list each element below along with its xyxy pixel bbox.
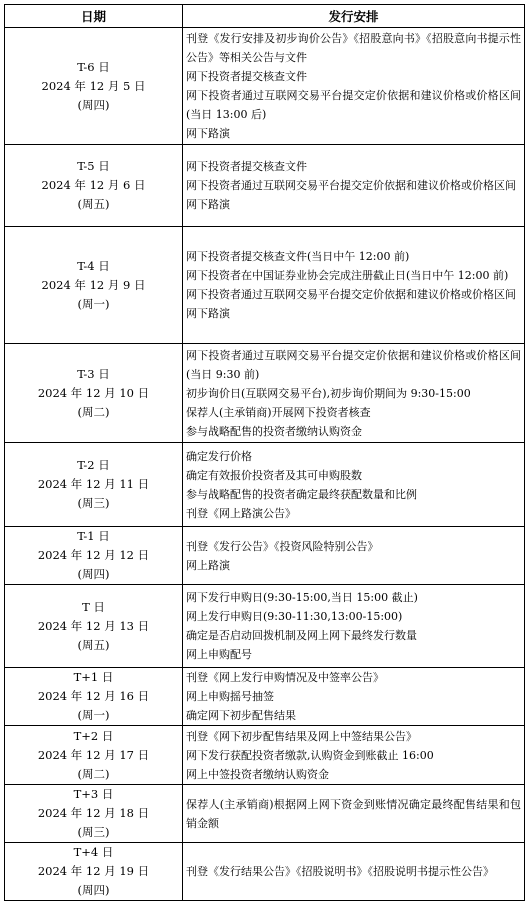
table-row bbox=[5, 726, 525, 785]
schedule-table-body bbox=[5, 28, 525, 901]
table-row bbox=[5, 443, 525, 527]
arrangement-item: 网上申购配号 bbox=[186, 648, 252, 661]
arrangement-item: 确定网下初步配售结果 bbox=[186, 709, 296, 722]
arrangement-cell bbox=[183, 344, 525, 443]
arrangement-item: 网下路演 bbox=[186, 198, 230, 211]
trading-day-label: T+1 日 bbox=[73, 670, 114, 684]
arrangement-cell bbox=[183, 585, 525, 668]
weekday-label: (周三) bbox=[77, 496, 110, 510]
weekday-label: (周三) bbox=[77, 825, 110, 839]
table-row bbox=[5, 527, 525, 585]
arrangement-cell bbox=[183, 28, 525, 145]
arrangement-item: 网下投资者提交核查文件 bbox=[186, 160, 307, 173]
weekday-label: (周一) bbox=[77, 708, 110, 722]
trading-day-label: T-4 日 bbox=[77, 258, 110, 273]
date-cell bbox=[5, 28, 183, 145]
issuance-schedule-table bbox=[4, 4, 525, 901]
table-row bbox=[5, 585, 525, 668]
arrangement-item: 确定是否启动回拨机制及网上网下最终发行数量 bbox=[186, 629, 417, 642]
arrangement-item: 网下投资者在中国证券业协会完成注册截止日(当日中午 12:00 前) bbox=[186, 269, 509, 282]
date-column-header: 日期 bbox=[5, 5, 183, 28]
arrangement-cell bbox=[183, 145, 525, 227]
table-row bbox=[5, 28, 525, 145]
arrangement-cell bbox=[183, 668, 525, 726]
weekday-label: (周五) bbox=[77, 197, 110, 211]
arrangement-item: 刊登《网下初步配售结果及网上中签结果公告》 bbox=[186, 729, 417, 743]
arrangement-item: 保荐人(主承销商)根据网上网下资金到账情况确定最终配售结果和包销金额 bbox=[186, 797, 521, 830]
arrangement-item: 刊登《发行结果公告》《招股说明书》《招股说明书提示性公告》 bbox=[186, 865, 494, 878]
arrangement-item: 刊登《网上发行申购情况及中签率公告》 bbox=[186, 671, 384, 684]
weekday-label: (周一) bbox=[77, 296, 110, 311]
date-cell bbox=[5, 145, 183, 227]
trading-day-label: T-5 日 bbox=[77, 159, 110, 173]
date-cell bbox=[5, 585, 183, 668]
trading-day-label: T-1 日 bbox=[77, 529, 110, 543]
trading-day-label: T+4 日 bbox=[73, 845, 114, 859]
arrangement-cell bbox=[183, 443, 525, 527]
arrangement-column-header: 发行安排 bbox=[183, 5, 525, 28]
arrangement-item: 刊登《网上路演公告》 bbox=[186, 506, 296, 520]
trading-day-label: T-2 日 bbox=[77, 458, 110, 472]
calendar-date: 2024 年 12 月 19 日 bbox=[37, 864, 150, 878]
table-row bbox=[5, 843, 525, 901]
date-cell bbox=[5, 227, 183, 344]
table-row bbox=[5, 145, 525, 227]
table-row bbox=[5, 668, 525, 726]
table-row bbox=[5, 344, 525, 443]
trading-day-label: T+2 日 bbox=[73, 728, 114, 743]
arrangement-item: 网上中签投资者缴纳认购资金 bbox=[186, 767, 329, 781]
arrangement-item: 网下投资者通过互联网交易平台提交定价依据和建议价格或价格区间(当日 9:30 前) bbox=[186, 348, 521, 381]
arrangement-item: 确定发行价格 bbox=[186, 449, 252, 463]
arrangement-item: 刊登《发行公告》《投资风险特别公告》 bbox=[186, 539, 379, 553]
trading-day-label: T 日 bbox=[82, 599, 105, 614]
table-header-row bbox=[5, 5, 525, 28]
date-cell bbox=[5, 726, 183, 785]
weekday-label: (周四) bbox=[77, 883, 110, 897]
arrangement-item: 参与战略配售的投资者缴纳认购资金 bbox=[186, 424, 362, 438]
arrangement-item: 网下发行申购日(9:30-15:00,当日 15:00 截止) bbox=[186, 591, 418, 604]
arrangement-cell bbox=[183, 785, 525, 843]
calendar-date: 2024 年 12 月 12 日 bbox=[37, 548, 150, 562]
calendar-date: 2024 年 12 月 9 日 bbox=[41, 277, 146, 292]
arrangement-item: 网上路演 bbox=[186, 558, 230, 572]
calendar-date: 2024 年 12 月 10 日 bbox=[37, 385, 150, 400]
date-cell bbox=[5, 785, 183, 843]
date-cell bbox=[5, 344, 183, 443]
weekday-label: (周四) bbox=[77, 567, 110, 581]
arrangement-cell bbox=[183, 527, 525, 585]
date-cell bbox=[5, 668, 183, 726]
arrangement-cell bbox=[183, 726, 525, 785]
calendar-date: 2024 年 12 月 13 日 bbox=[37, 618, 150, 633]
trading-day-label: T-3 日 bbox=[77, 366, 110, 381]
schedule-document bbox=[4, 4, 524, 901]
arrangement-cell bbox=[183, 227, 525, 344]
calendar-date: 2024 年 12 月 16 日 bbox=[37, 689, 150, 703]
weekday-label: (周二) bbox=[77, 766, 110, 781]
arrangement-item: 刊登《发行安排及初步询价公告》《招股意向书》《招股意向书提示性公告》等相关公告与文件 bbox=[186, 32, 521, 64]
calendar-date: 2024 年 12 月 11 日 bbox=[37, 477, 150, 491]
trading-day-label: T+3 日 bbox=[73, 787, 114, 801]
arrangement-cell bbox=[183, 843, 525, 901]
arrangement-item: 网下路演 bbox=[186, 127, 230, 140]
trading-day-label: T-6 日 bbox=[77, 59, 110, 74]
arrangement-item: 网下投资者通过互联网交易平台提交定价依据和建议价格或价格区间 bbox=[186, 288, 516, 301]
table-row bbox=[5, 227, 525, 344]
arrangement-item: 网下投资者提交核查文件(当日中午 12:00 前) bbox=[186, 250, 410, 263]
arrangement-item: 网上发行申购日(9:30-11:30,13:00-15:00) bbox=[186, 610, 403, 623]
arrangement-item: 网下投资者通过互联网交易平台提交定价依据和建议价格或价格区间(当日 13:00 后) bbox=[186, 89, 521, 121]
date-cell bbox=[5, 443, 183, 527]
arrangement-item: 初步询价日(互联网交易平台),初步询价期间为 9:30-15:00 bbox=[186, 386, 471, 400]
arrangement-item: 保荐人(主承销商)开展网下投资者核查 bbox=[186, 405, 371, 419]
calendar-date: 2024 年 12 月 6 日 bbox=[41, 178, 146, 192]
arrangement-item: 网下发行获配投资者缴款,认购资金到账截止 16:00 bbox=[186, 748, 434, 762]
arrangement-item: 网下路演 bbox=[186, 307, 230, 320]
weekday-label: (周二) bbox=[77, 404, 110, 419]
arrangement-item: 网下投资者通过互联网交易平台提交定价依据和建议价格或价格区间 bbox=[186, 179, 516, 192]
weekday-label: (周四) bbox=[77, 97, 110, 112]
calendar-date: 2024 年 12 月 5 日 bbox=[41, 78, 146, 93]
calendar-date: 2024 年 12 月 17 日 bbox=[37, 747, 150, 762]
table-row bbox=[5, 785, 525, 843]
arrangement-item: 网上申购摇号抽签 bbox=[186, 690, 274, 703]
arrangement-item: 确定有效报价投资者及其可申购股数 bbox=[186, 468, 362, 482]
calendar-date: 2024 年 12 月 18 日 bbox=[37, 806, 150, 820]
date-cell bbox=[5, 527, 183, 585]
weekday-label: (周五) bbox=[77, 637, 110, 652]
date-cell bbox=[5, 843, 183, 901]
arrangement-item: 参与战略配售的投资者确定最终获配数量和比例 bbox=[186, 487, 417, 501]
arrangement-item: 网下投资者提交核查文件 bbox=[186, 70, 307, 83]
